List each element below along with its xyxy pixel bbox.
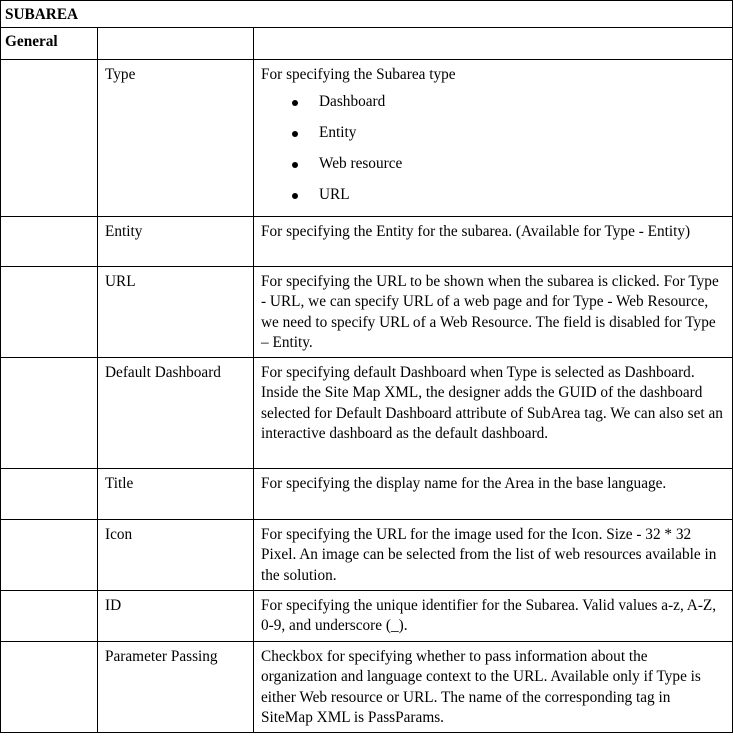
property-name: Entity	[98, 216, 254, 266]
empty-cell	[1, 266, 98, 357]
property-description	[254, 60, 733, 217]
group-label: General	[1, 28, 98, 60]
empty-cell	[1, 216, 98, 266]
property-description: For specifying the unique identifier for the Subarea. Valid values a-z, A-Z, 0-9, and underscore (_).	[254, 590, 733, 641]
property-name: Default Dashboard	[98, 357, 254, 468]
table-header: SUBAREA	[1, 1, 733, 28]
property-description: For specifying default Dashboard when Type is selected as Dashboard. Inside the Site Map XML, the designer adds the GUID of the dashboard selected for Default Dashboard attribute of SubArea tag. We can also set an interactive dashboard as the default dashboard.	[254, 357, 733, 468]
empty-cell	[1, 641, 98, 732]
type-options-list	[261, 92, 726, 216]
property-name: URL	[98, 266, 254, 357]
list-item: Dashboard	[261, 92, 726, 123]
property-name: Title	[98, 468, 254, 519]
empty-cell	[254, 28, 733, 60]
empty-cell	[98, 28, 254, 60]
list-item: Entity	[261, 123, 726, 154]
property-name: Parameter Passing	[98, 641, 254, 732]
empty-cell	[1, 590, 98, 641]
empty-cell	[1, 357, 98, 468]
property-description: For specifying the display name for the Area in the base language.	[254, 468, 733, 519]
property-description: For specifying the URL for the image used for the Icon. Size - 32 * 32 Pixel. An image can be selected from the list of web resources available in the solution.	[254, 519, 733, 590]
empty-cell	[1, 519, 98, 590]
empty-cell	[1, 60, 98, 217]
list-item: URL	[261, 185, 726, 216]
list-item: Web resource	[261, 154, 726, 185]
property-name: Type	[98, 60, 254, 217]
property-description: Checkbox for specifying whether to pass information about the organization and language context to the URL. Available only if Type is either Web resource or URL. The name of the corresponding tag in SiteMap XML is PassParams.	[254, 641, 733, 732]
description-text: For specifying the Subarea type	[261, 66, 456, 83]
empty-cell	[1, 468, 98, 519]
property-description: For specifying the URL to be shown when the subarea is clicked. For Type - URL, we can specify URL of a web page and for Type - Web Resource, we need to specify URL of a Web Resource. The field is disabled for Type – Entity.	[254, 266, 733, 357]
property-description: For specifying the Entity for the subarea. (Available for Type - Entity)	[254, 216, 733, 266]
property-name: Icon	[98, 519, 254, 590]
property-name: ID	[98, 590, 254, 641]
